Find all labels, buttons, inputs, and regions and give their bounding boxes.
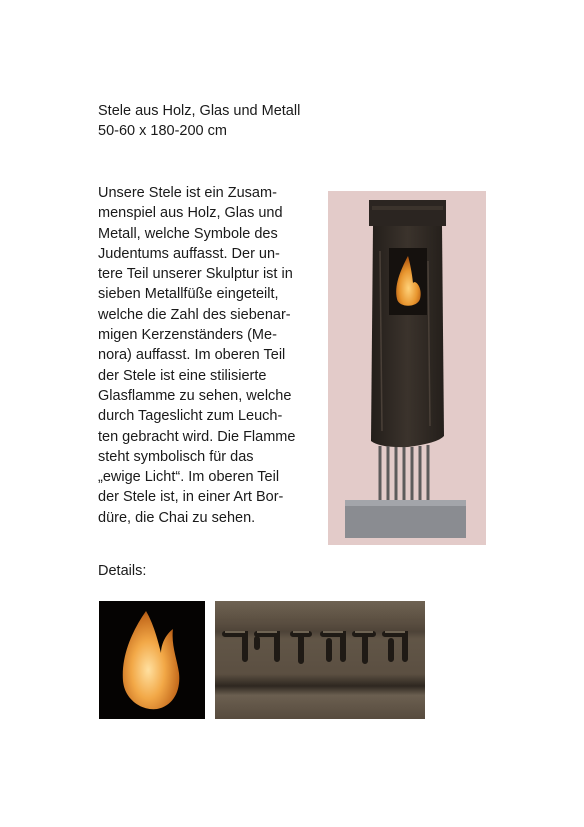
description-line: tere Teil unserer Skulptur ist in: [98, 266, 293, 283]
description-line: „ewige Licht“. Im oberen Teil: [98, 469, 280, 486]
description-line: Unsere Stele ist ein Zusam-: [98, 185, 277, 201]
description-line: menspiel aus Holz, Glas und: [98, 205, 283, 222]
wood-carving-detail-photo: [215, 601, 425, 719]
description-line: Judentums auffasst. Der un-: [98, 245, 280, 262]
description-line: welche die Zahl des siebenar-: [98, 306, 291, 323]
flame-detail-photo: [99, 601, 205, 719]
stele-illustration: [328, 191, 486, 545]
description-line: Glasflamme zu sehen, welche: [98, 387, 292, 404]
description-line: der Stele ist, in einer Art Bor-: [98, 489, 284, 506]
description-paragraph: [98, 183, 320, 528]
title-line-1: Stele aus Holz, Glas und Metall: [98, 103, 301, 119]
carved-letters-illustration: [215, 601, 425, 719]
description-line: nora) auffasst. Im oberen Teil: [98, 347, 286, 364]
description-line: durch Tageslicht zum Leuch-: [98, 408, 283, 425]
page-title: [98, 101, 300, 141]
title-line-2: 50-60 x 180-200 cm: [98, 123, 227, 139]
description-line: steht symbolisch für das: [98, 448, 254, 465]
description-line: migen Kerzenständers (Me-: [98, 327, 277, 344]
description-line: sieben Metallfüße eingeteilt,: [98, 286, 279, 303]
stele-photo: [328, 191, 486, 545]
flame-illustration: [99, 601, 205, 719]
description-line: düre, die Chai zu sehen.: [98, 509, 256, 526]
description-line: der Stele ist eine stilisierte: [98, 367, 267, 384]
description-line: ten gebracht wird. Die Flamme: [98, 428, 296, 445]
details-label: Details:: [98, 563, 147, 579]
description-line: Metall, welche Symbole des: [98, 225, 278, 242]
